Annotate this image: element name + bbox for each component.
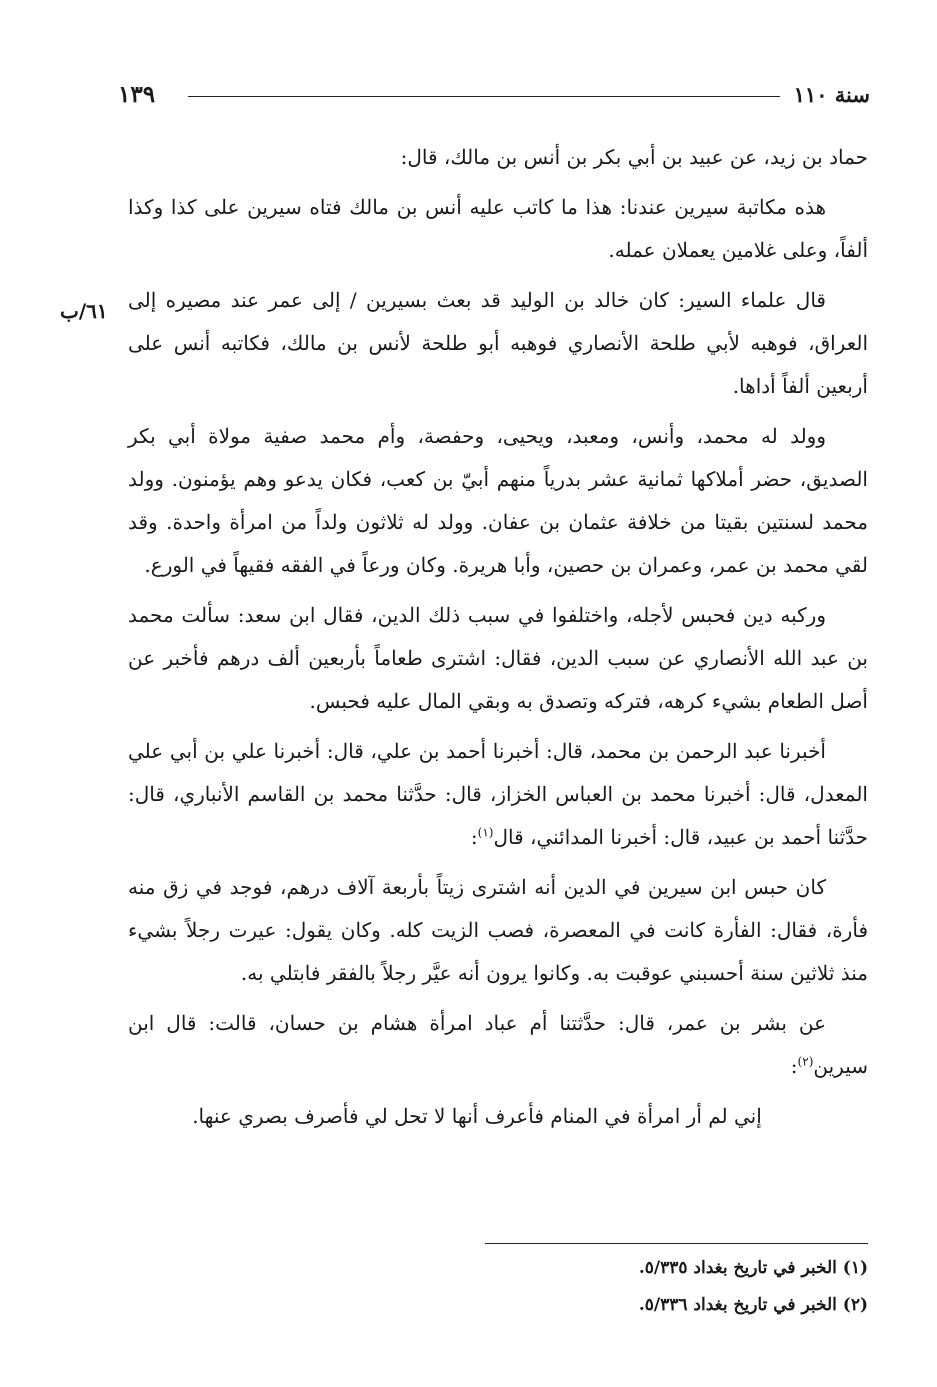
paragraph-6-text: أخبرنا عبد الرحمن بن محمد، قال: أخبرنا أحمد بن علي، قال: أخبرنا علي بن أبي علي المعدل، قال: أخبرنا محمد بن العباس الخزاز، قال: حدَّثنا محمد بن القاسم الأنباري، قال: حدَّثنا أحمد بن عبيد، قال: أخبرنا المدائني، قال: [128, 739, 868, 849]
header-rule: [188, 96, 780, 97]
footnote-rule: [485, 1243, 868, 1244]
paragraph-8-tail: :: [790, 1054, 798, 1078]
paragraph-7: كان حبس ابن سيرين في الدين أنه اشترى زيتاً بأربعة آلاف درهم، فوجد في زق منه فأرة، فقال: الفأرة كانت في المعصرة، فصب الزيت كله. وكان يقول: عيرت رجلاً بشيء منذ ثلاثين سنة أحسبني عوقبت به. وكانوا يرون أنه عيَّر رجلاً بالفقر فابتلي به.: [128, 875, 868, 985]
paragraph-2: هذه مكاتبة سيرين عندنا: هذا ما كاتب عليه أنس بن مالك فتاه سيرين على كذا وكذا ألفاً، وعلى غلامين يعملان عمله.: [128, 195, 868, 262]
paragraph-8-text: عن بشر بن عمر، قال: حدَّثتنا أم عباد امرأة هشام بن حسان، قالت: قال ابن سيرين: [128, 1011, 868, 1078]
margin-folio-note: ٦١/ب: [60, 299, 108, 323]
paragraph-6-tail: :: [470, 825, 478, 849]
paragraph-9: إني لم أر امرأة في المنام فأعرف أنها لا تحل لي فأصرف بصري عنها.: [192, 1104, 762, 1128]
footnote-1: (١) الخبر في تاريخ بغداد ٥/٣٣٥.: [638, 1258, 868, 1278]
main-text: [128, 136, 868, 1145]
running-header: [118, 78, 870, 112]
footnote-2: (٢) الخبر في تاريخ بغداد ٥/٣٣٦.: [638, 1295, 868, 1315]
paragraph-1: حماد بن زيد، عن عبيد بن أبي بكر بن أنس بن مالك، قال:: [400, 145, 868, 169]
paragraph-5: وركبه دين فحبس لأجله، واختلفوا في سبب ذلك الدين، فقال ابن سعد: سألت محمد بن عبد الله الأنصاري عن سبب الدين، فقال: اشترى طعاماً بأربعين ألف درهم فأخبر عن أصل الطعام بشيء كرهه، فتركه وتصدق به وبقي المال عليه فحبس.: [128, 603, 868, 713]
paragraph-6: [128, 730, 868, 859]
footnote-ref-2: (٢): [797, 1054, 814, 1069]
footnotes: [500, 1250, 868, 1324]
footnote-ref-1: (١): [477, 825, 494, 840]
paragraph-4: وولد له محمد، وأنس، ومعبد، ويحيى، وحفصة، وأم محمد صفية مولاة أبي بكر الصديق، حضر أملاكها ثمانية عشر بدرياً منهم أبيّ بن كعب، فكان يدعو وهم يؤمنون. وولد محمد لسنتين بقيتا من خلافة عثمان بن عفان. وولد له ثلاثون ولداً من امرأة واحدة. وقد لقي محمد بن عمر، وعمران بن حصين، وأبا هريرة. وكان ورعاً في الفقه فقيهاً في الورع.: [128, 424, 868, 577]
header-year-label: سنة ١١٠: [793, 82, 870, 107]
page-number: ١٣٩: [118, 81, 156, 108]
paragraph-3: قال علماء السير: كان خالد بن الوليد قد بعث بسيرين / إلى عمر عند مصيره إلى العراق، فوهبه لأبي طلحة الأنصاري فوهبه أبو طلحة لأنس بن مالك، فكاتبه أنس على أربعين ألفاً أداها.: [128, 288, 868, 398]
paragraph-8: [128, 1002, 868, 1088]
